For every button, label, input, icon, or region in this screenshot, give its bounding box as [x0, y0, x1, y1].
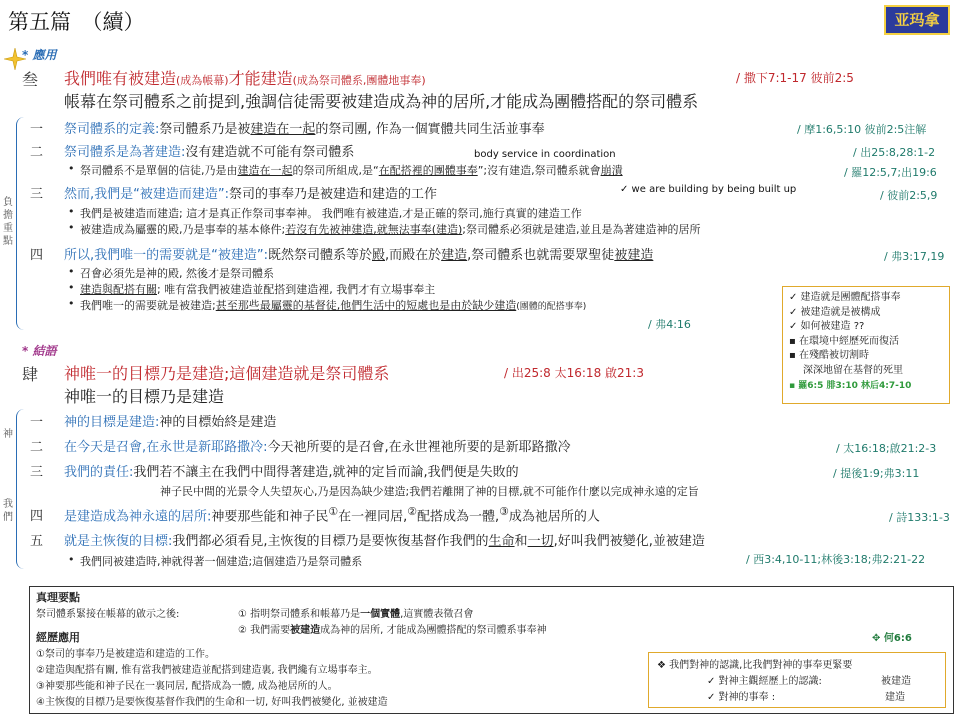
point-num: 四 — [30, 509, 44, 524]
experience-item: ③神要那些能和神子民在一裏同居, 配搭成為一體, 成為祂居所的人。 — [36, 681, 338, 692]
side-label-god: 神 — [3, 429, 13, 440]
logo-text: 亚玛拿 — [894, 11, 940, 29]
point-num: 一 — [30, 415, 44, 430]
section-title-ref: / 出25:8 太16:18 啟21:3 — [504, 366, 644, 380]
note-item: ✓ 建造就是團體配搭事奉 — [789, 292, 901, 303]
bullet-text: 我們唯一的需要就是被建造; — [80, 299, 216, 312]
bullet-underline: 在配搭裡的團體事奉 — [378, 164, 478, 177]
point-4-bullet: • 召會必須先是神的殿, 然後才是祭司體系 — [80, 265, 274, 281]
point-text: 配搭成為一體, — [416, 509, 500, 525]
point-text-underline: 殿 — [372, 248, 386, 263]
point-5-bullet: • 我們同被建造時,神就得著一個建造;這個建造乃是祭司體系 — [80, 553, 362, 569]
point-text-underline: 一切 — [527, 534, 554, 549]
scripture-ref: / 出25:8,28:1-2 — [853, 146, 936, 159]
point-text-underline: 建造在一起 — [250, 122, 316, 137]
point-head: 祭司體系是為著建造: — [64, 145, 186, 160]
scripture-ref: / 摩1:6,5:10 彼前2:5注解 — [797, 123, 927, 136]
bullet-text: ; 唯有當我們被建造並配搭到建造裡, 我們才有立場事奉主 — [157, 283, 436, 296]
point-4 — [64, 244, 653, 263]
point-num: 五 — [30, 534, 44, 549]
bullet-note: (團體的配搭事奉) — [516, 302, 587, 312]
note-item: ✓ 如何被建造 ?? — [789, 321, 865, 333]
note-item: ▪ 在環境中經歷死而復活 — [789, 335, 899, 347]
point-continuation: 神子民中間的光景令人失望灰心,乃是因為缺少建造;我們若離開了神的目標,就不可能作什麼以完成神永遠的定旨 — [160, 485, 699, 498]
english-note: ✓ we are building by being built up — [620, 184, 797, 195]
point-head: 所以,我們唯一的需要就是“被建造”: — [64, 248, 268, 263]
point-text: 沒有建造就不可能有祭司體系 — [185, 145, 355, 160]
point-text: ,好叫我們被變化,並被建造 — [553, 534, 705, 549]
scripture-ref: / 提後1:9;弗3:11 — [833, 467, 920, 480]
knowledge-title: ❖ 我們對神的認識,比我們對神的事奉更緊要 — [657, 660, 853, 671]
point-text: 成為祂居所的人 — [508, 509, 600, 525]
point-head: 祭司體系的定義: — [64, 122, 160, 137]
note-item: ▪ 在殘酷被切割時 — [789, 350, 869, 362]
truth-intro: 祭司體系緊接在帳幕的啟示之後: — [36, 609, 180, 620]
point-head: 神的目標是建造: — [64, 415, 160, 430]
note-ref: ▪ 羅6:5 腓3:10 林后4:7-10 — [789, 380, 912, 391]
point-num: 二 — [30, 440, 44, 455]
point-text-underline: 被建造 — [614, 248, 654, 263]
knowledge-value: 被建造 — [881, 676, 911, 687]
point-head: 我們的責任: — [64, 465, 134, 480]
bullet-underline: 甚至那些最屬靈的基督徒,他們生活中的短處也是由於缺少建造 — [215, 299, 517, 312]
point-num: 三 — [30, 187, 44, 202]
section-num: 叁 — [22, 70, 39, 89]
point-2 — [64, 141, 354, 160]
conclusion-point-5 — [64, 530, 705, 549]
title-part-b: 才能建造 — [228, 69, 293, 88]
page-title: 第五篇 （續） — [8, 10, 145, 34]
point-num: 一 — [30, 122, 44, 137]
point-3-bullet — [80, 221, 701, 237]
point-text: 在一裡同居, — [338, 509, 408, 525]
point-2-bullet — [80, 162, 623, 178]
point-text: 的祭司團, 作為一個實體共同生活並事奉 — [315, 122, 545, 137]
point-num: 二 — [30, 145, 44, 160]
conclusion-point-4 — [64, 505, 600, 524]
point-text: 今天祂所要的是召會,在永世裡祂所要的是新耶路撒冷 — [267, 440, 571, 455]
bullet-text: ;祭司體系必須就是建造,並且是為著建造神的居所 — [462, 223, 701, 236]
section-title — [64, 66, 426, 89]
truth-point-1 — [238, 605, 473, 620]
bullet-underline: 建造在一起 — [237, 164, 293, 177]
scripture-ref: / 詩133:1-3 — [889, 511, 950, 524]
bullet-text: 被建造成為屬靈的殿,乃是事奉的基本條件; — [80, 223, 286, 236]
scripture-ref: / 弗3:17,19 — [884, 250, 945, 263]
truth-point-2 — [238, 621, 547, 636]
logo-badge — [884, 5, 950, 35]
bracket-section3 — [16, 117, 25, 330]
experience-heading: 經歷應用 — [36, 631, 80, 644]
point-head: 然而,我們是“被建造而建造”: — [64, 187, 229, 202]
experience-item: ②建造與配搭有關, 惟有當我們被建造並配搭到建造裏, 我們纔有立場事奉主。 — [36, 665, 378, 676]
point-head: 是建造成為神永遠的居所: — [64, 509, 212, 525]
scripture-ref: / 彼前2:5,9 — [880, 189, 938, 202]
bullet-text: 的祭司所組成,是“ — [292, 164, 379, 177]
bullet-text: 祭司體系不是單個的信徒,乃是由 — [80, 164, 238, 177]
experience-note-box — [782, 286, 950, 404]
circled-number: ② — [407, 505, 417, 518]
point-num: 四 — [30, 248, 44, 263]
section-num: 肆 — [22, 365, 39, 384]
section-label-apply: * 應用 — [22, 48, 57, 62]
truth-emphasis: 一個實體 — [360, 609, 401, 620]
scripture-ref: / 弗4:16 — [648, 318, 691, 331]
section-title-ref: / 撒下7:1-17 彼前2:5 — [736, 71, 854, 85]
experience-item: ①祭司的事奉乃是被建造和建造的工作。 — [36, 649, 215, 660]
truth-text: 我們需要 — [250, 625, 291, 636]
conclusion-point-3 — [64, 461, 519, 480]
circled-number: ③ — [499, 505, 509, 518]
note-item: 深深地留在基督的死里 — [803, 364, 903, 376]
title-note-a: (成為帳幕) — [176, 74, 229, 87]
section-subtitle: 帳幕在祭司體系之前提到,強調信徒需要被建造成為神的居所,才能成為團體搭配的祭司體系 — [64, 92, 699, 111]
point-3-bullet: • 我們是被建造而建造; 這才是真正作祭司事奉神。 我們唯有被建造,才是正確的祭司,施行真實的建造工作 — [80, 205, 582, 221]
side-label-us: 我們 — [3, 499, 13, 523]
point-text: 我們若不讓主在我們中間得著建造,就神的定旨而論,我們便是失敗的 — [133, 465, 519, 480]
circled-number: ① — [328, 505, 339, 518]
section-subtitle: 神唯一的目標乃是建造 — [64, 387, 225, 406]
point-text: ,祭司體系也就需要眾聖徒 — [467, 248, 615, 263]
conclusion-point-1 — [64, 411, 276, 430]
point-text: ,而殿在於 — [385, 248, 442, 263]
knowledge-row: ✓ 對神的事奉 : — [707, 692, 776, 703]
title-part-a: 我們唯有被建造 — [64, 69, 177, 88]
truth-emphasis: 被建造 — [290, 625, 321, 636]
bullet-text: ”;沒有建造,祭司體系就會 — [477, 164, 601, 177]
point-text: 祭司體系乃是被 — [159, 122, 251, 137]
knowledge-row: ✓ 對神主觀經歷上的認識: — [707, 676, 822, 687]
side-label-burden: 負擔重點 — [3, 197, 13, 247]
section-label-conclusion: * 結語 — [22, 344, 57, 358]
title-note-b: (成為祭司體系,團體地事奉) — [292, 74, 426, 87]
section-title: 神唯一的目標乃是建造;這個建造就是祭司體系 — [64, 364, 390, 383]
point-head: 在今天是召會,在永世是新耶路撒冷: — [64, 440, 268, 455]
experience-ref: ✥ 何6:6 — [872, 633, 912, 644]
bullet-underline: 若沒有先被神建造,就無法事奉(建造) — [285, 223, 463, 236]
experience-item: ④主恢復的目標乃是要恢復基督作我們的生命和一切, 好叫我們被變化, 並被建造 — [36, 697, 388, 708]
point-num: 三 — [30, 465, 44, 480]
truth-text: ,這實體表徵召會 — [400, 609, 474, 620]
truth-text: 成為神的居所, 才能成為團體搭配的祭司體系事奉神 — [320, 625, 547, 636]
note-item: ✓ 被建造就是被構成 — [789, 306, 881, 318]
scripture-ref: / 太16:18;啟21:2-3 — [836, 442, 937, 455]
point-text: 我們都必須看見,主恢復的目標乃是要恢復基督作我們的 — [172, 534, 489, 549]
bullet-underline: 崩潰 — [600, 164, 623, 177]
point-1 — [64, 118, 545, 137]
point-text: 神的目標始終是建造 — [159, 415, 277, 430]
scripture-ref: / 西3:4,10-11;林後3:18;弗2:21-22 — [746, 553, 926, 566]
conclusion-point-2 — [64, 436, 571, 455]
truth-heading: 真理要點 — [36, 591, 80, 604]
point-text: 和 — [514, 534, 528, 549]
point-4-bullet — [80, 297, 586, 313]
knowledge-value: 建造 — [885, 692, 905, 703]
truth-num: ① — [238, 609, 247, 620]
english-note: body service in coordination — [474, 149, 616, 160]
point-head: 就是主恢復的目標: — [64, 534, 173, 549]
truth-num: ② — [238, 625, 247, 636]
knowledge-box — [648, 652, 946, 708]
scripture-ref: / 羅12:5,7;出19:6 — [844, 166, 937, 179]
point-text: 既然祭司體系等於 — [267, 248, 372, 263]
point-text-underline: 建造 — [441, 248, 468, 263]
truth-text: 指明祭司體系和帳幕乃是 — [250, 609, 361, 620]
point-text: 祭司的事奉乃是被建造和建造的工作 — [228, 187, 437, 202]
point-4-bullet — [80, 281, 435, 297]
bracket-section4 — [16, 409, 25, 569]
point-text-underline: 生命 — [488, 534, 515, 549]
point-text: 神要那些能和神子民 — [211, 509, 329, 525]
bullet-underline: 建造與配搭有關 — [80, 283, 157, 296]
point-3 — [64, 183, 437, 202]
